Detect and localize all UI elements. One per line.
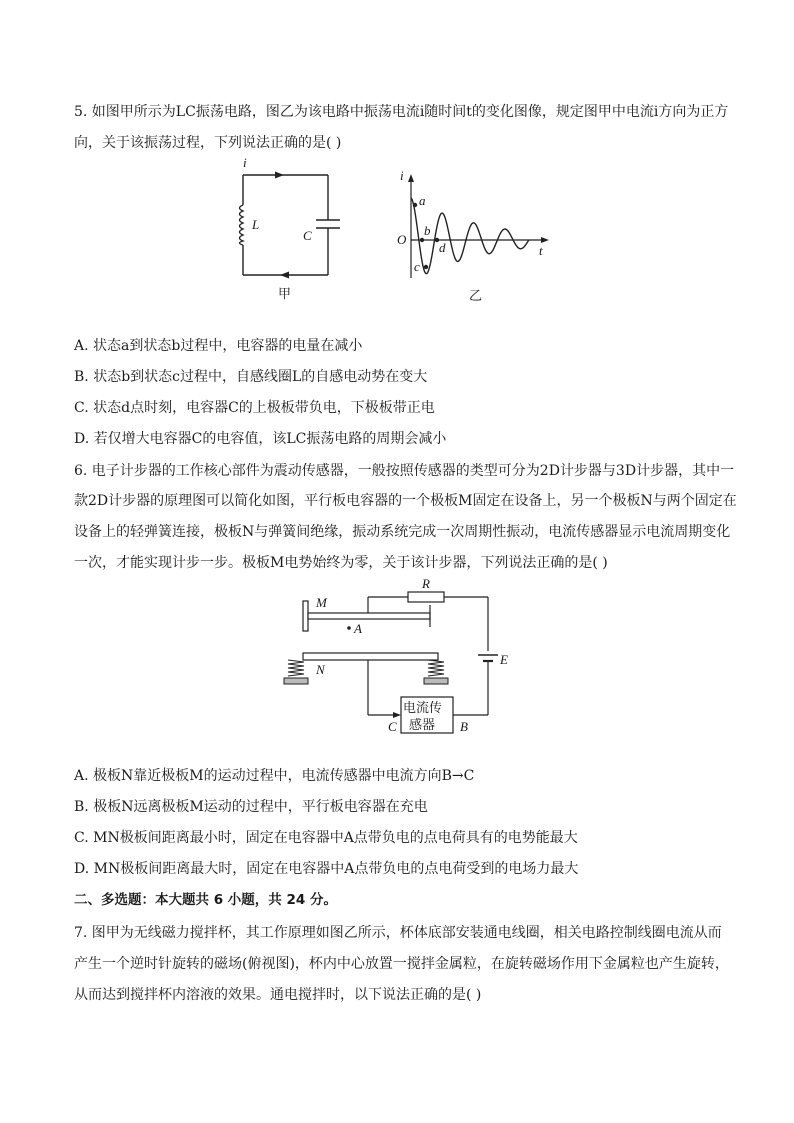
point-a xyxy=(413,203,417,207)
q6-stem-line3: 设备上的轻弹簧连接，极板N与弹簧间绝缘，振动系统完成一次周期性振动，电流传感器显示电流周期变化 xyxy=(74,524,731,540)
q6-option-d[interactable]: D. MN极板间距离最大时，固定在电容器中A点带负电的点电荷受到的电场力最大 xyxy=(74,861,579,877)
label-i: i xyxy=(243,155,247,170)
q6-option-b[interactable]: B. 极板N远离极板M运动的过程中，平行板电容器在充电 xyxy=(74,799,428,815)
q7-stem-line2: 产生一个逆时针旋转的磁场(俯视图)，杯内中心放置一搅拌金属粒，在旋转磁场作用下金属粒也产生旋转， xyxy=(74,956,729,972)
label-B: B xyxy=(460,719,468,734)
q5-stem-line2: 向，关于该振荡过程，下列说法正确的是( ) xyxy=(74,135,342,151)
q6-circuit-figure xyxy=(278,575,528,745)
q5-option-a[interactable]: A. 状态a到状态b过程中，电容器的电量在减小 xyxy=(74,338,363,354)
base-right xyxy=(424,678,448,684)
q5-option-c[interactable]: C. 状态d点时刻，电容器C的上极板带负电，下极板带正电 xyxy=(74,400,435,416)
q6-option-a[interactable]: A. 极板N靠近极板M的运动过程中，电流传感器中电流方向B→C xyxy=(74,768,475,784)
current-arrow-top xyxy=(275,172,284,179)
plate-M-mount xyxy=(303,601,308,631)
point-b xyxy=(420,238,424,242)
caption-jia: 甲 xyxy=(278,287,292,302)
section-2-title: 二、多选题：本大题共 6 小题，共 24 分。 xyxy=(74,892,337,908)
q7-stem-line1: 7. 图甲为无线磁力搅拌杯，其工作原理如图乙所示，杯体底部安装通电线圈，相关电路控制线圈电流从而 xyxy=(74,925,722,941)
q5-figure-yi xyxy=(393,160,563,308)
label-a: a xyxy=(419,193,426,208)
caption-yi: 乙 xyxy=(469,289,483,304)
sensor-text-line2: 感器 xyxy=(409,718,436,733)
label-N: N xyxy=(316,662,325,677)
resistor-R xyxy=(408,592,444,602)
plate-M xyxy=(308,613,430,619)
label-t: t xyxy=(539,243,543,258)
plate-N xyxy=(303,653,438,660)
point-c xyxy=(424,265,428,269)
q6-stem-line4: 一次，才能实现计步一步。极板M电势始终为零，关于该计步器，下列说法正确的是( ) xyxy=(74,555,608,571)
current-arrow-bottom xyxy=(280,272,289,279)
label-L: L xyxy=(252,217,260,232)
spring-left xyxy=(288,660,304,676)
label-d: d xyxy=(439,240,446,255)
sensor-text-line1: 电流传 xyxy=(403,701,443,716)
base-left xyxy=(284,678,308,684)
q5-option-d[interactable]: D. 若仅增大电容器C的电容值，该LC振荡电路的周期会减小 xyxy=(74,431,447,447)
q6-stem-line2: 款2D计步器的原理图可以简化如图，平行板电容器的一个极板M固定在设备上，另一个极板N与两个固定在 xyxy=(74,493,737,509)
inductor-coil xyxy=(240,205,244,245)
label-C: C xyxy=(388,719,397,734)
spring-right xyxy=(428,660,444,676)
q5-figure-jia xyxy=(228,155,348,305)
q5-stem-line1: 5. 如图甲所示为LC振荡电路，图乙为该电路中振荡电流i随时间t的变化图像，规定图甲中电流i方向为正方 xyxy=(74,104,729,120)
q5-option-b[interactable]: B. 状态b到状态c过程中，自感线圈L的自感电动势在变大 xyxy=(74,369,428,385)
label-M: M xyxy=(316,595,327,610)
label-O: O xyxy=(397,232,407,247)
label-E: E xyxy=(500,652,508,667)
point-A xyxy=(347,626,351,630)
label-b: b xyxy=(424,223,431,238)
q6-stem-line1: 6. 电子计步器的工作核心部件为震动传感器，一般按照传感器的类型可分为2D计步器与3D计步器，其中一 xyxy=(74,463,735,479)
label-R: R xyxy=(422,576,430,591)
q7-stem-line3: 从而达到搅拌杯内溶液的效果。通电搅拌时，以下说法正确的是( ) xyxy=(74,987,482,1003)
label-C: C xyxy=(303,228,312,243)
label-A: A xyxy=(354,621,362,636)
q6-option-c[interactable]: C. MN极板间距离最小时，固定在电容器中A点带负电的点电荷具有的电势能最大 xyxy=(74,830,578,846)
label-c: c xyxy=(414,259,420,274)
label-i: i xyxy=(400,168,404,183)
